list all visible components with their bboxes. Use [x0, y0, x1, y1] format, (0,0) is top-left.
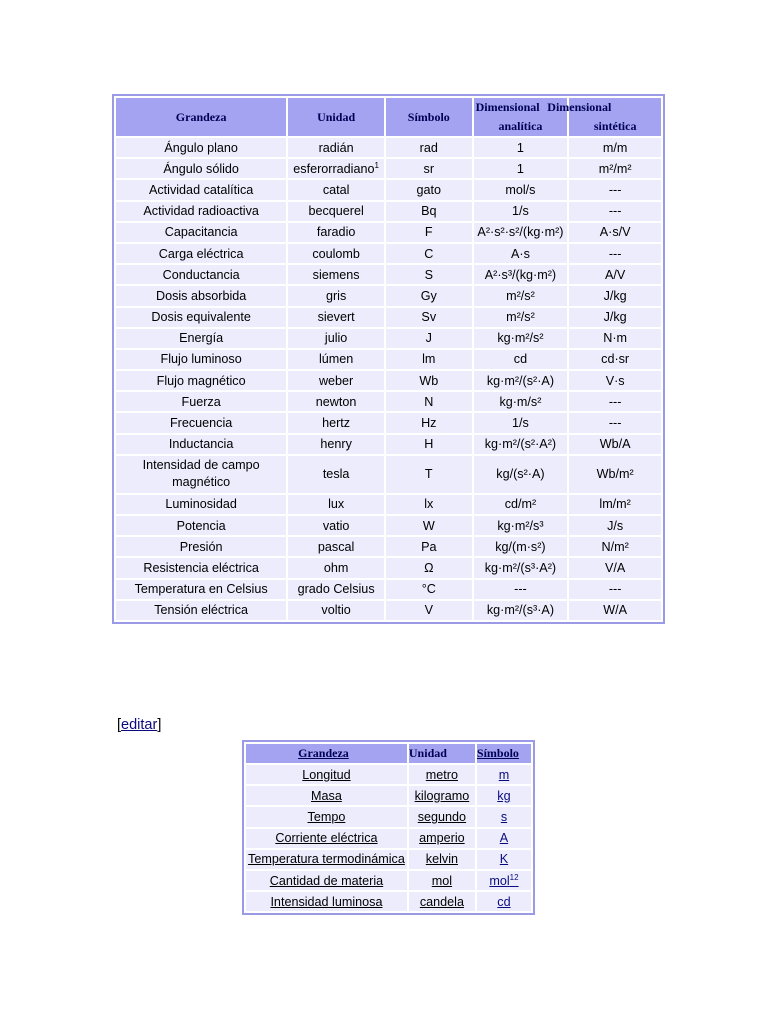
cell-unidad: becquerel — [288, 202, 384, 221]
cell-text: Intensidad luminosa — [270, 894, 383, 909]
cell-unidad: hertz — [288, 413, 384, 432]
cell-dim-sintetica: Wb/A — [569, 435, 661, 454]
cell-simbolo: Hz — [386, 413, 472, 432]
cell-simbolo: gato — [386, 180, 472, 199]
cell-dim-analitica: kg/(m·s²) — [474, 537, 568, 556]
cell-simbolo: W — [386, 516, 472, 535]
cell-dim-sintetica: lm/m² — [569, 495, 661, 514]
cell-dim-sintetica: A·s/V — [569, 223, 661, 242]
col-header-grandeza: Grandeza — [116, 98, 286, 136]
cell-simbolo: T — [386, 456, 472, 493]
cell-simbolo: sr — [386, 159, 472, 178]
cell-text: mol — [431, 873, 453, 888]
cell-text: Longitud — [302, 767, 351, 782]
footnote-mark[interactable]: 12 — [509, 872, 519, 882]
cell-simbolo: lm — [386, 350, 472, 369]
cell-unidad: grado Celsius — [288, 580, 384, 599]
table-row — [116, 265, 661, 284]
cell-unidad: coulomb — [288, 244, 384, 263]
cell-dim-analitica: 1 — [474, 138, 568, 157]
col-header-unidad — [409, 744, 475, 763]
cell-unidad: radián — [288, 138, 384, 157]
cell-grandeza — [246, 850, 407, 869]
symbol-link[interactable]: cd — [497, 894, 511, 909]
cell-unidad: lux — [288, 495, 384, 514]
cell-dim-analitica: m²/s² — [474, 286, 568, 305]
cell-simbolo: S — [386, 265, 472, 284]
cell-unidad: gris — [288, 286, 384, 305]
cell-dim-sintetica: J/s — [569, 516, 661, 535]
cell-simbolo: Sv — [386, 308, 472, 327]
cell-simbolo — [477, 829, 531, 848]
col-header-grandeza — [246, 744, 407, 763]
table-row — [246, 871, 531, 890]
bracket-close: ] — [157, 717, 162, 733]
cell-grandeza: Conductancia — [116, 265, 286, 284]
cell-grandeza: Luminosidad — [116, 495, 286, 514]
cell-dim-analitica: 1/s — [474, 413, 568, 432]
table-row — [246, 765, 531, 784]
cell-simbolo: J — [386, 329, 472, 348]
cell-unidad: julio — [288, 329, 384, 348]
cell-dim-analitica: kg·m²/(s²·A) — [474, 371, 568, 390]
cell-dim-sintetica: N·m — [569, 329, 661, 348]
table-row — [116, 495, 661, 514]
cell-unidad: siemens — [288, 265, 384, 284]
cell-unidad — [409, 807, 475, 826]
table-row — [116, 537, 661, 556]
cell-unidad: sievert — [288, 308, 384, 327]
cell-grandeza — [246, 807, 407, 826]
cell-dim-sintetica: --- — [569, 392, 661, 411]
col-header-simbolo — [477, 744, 531, 763]
cell-dim-sintetica: m/m — [569, 138, 661, 157]
cell-text: Tempo — [307, 809, 346, 824]
cell-dim-analitica: m²/s² — [474, 308, 568, 327]
cell-dim-analitica: 1/s — [474, 202, 568, 221]
col-header-simbolo: Símbolo — [386, 98, 472, 136]
cell-dim-analitica: kg·m²/(s²·A²) — [474, 435, 568, 454]
cell-unidad — [409, 786, 475, 805]
cell-grandeza — [246, 829, 407, 848]
cell-simbolo — [477, 786, 531, 805]
cell-text: Cantidad de materia — [269, 873, 384, 888]
cell-dim-sintetica: J/kg — [569, 286, 661, 305]
table-row — [246, 892, 531, 911]
header-text: Unidad — [408, 746, 447, 760]
cell-dim-analitica: A·s — [474, 244, 568, 263]
table-row — [116, 371, 661, 390]
cell-dim-sintetica: --- — [569, 202, 661, 221]
cell-unidad: weber — [288, 371, 384, 390]
table-row — [116, 580, 661, 599]
table-row — [246, 786, 531, 805]
table-row — [246, 807, 531, 826]
cell-simbolo: Wb — [386, 371, 472, 390]
cell-text: metro — [425, 767, 458, 782]
symbol-link[interactable]: s — [500, 809, 508, 824]
cell-unidad: esferorradiano$^1$ — [288, 159, 384, 178]
header-text: Grandeza — [298, 746, 349, 760]
cell-grandeza: Carga eléctrica — [116, 244, 286, 263]
cell-unidad: pascal — [288, 537, 384, 556]
cell-dim-analitica: kg·m²/(s³·A²) — [474, 558, 568, 577]
derived-units-table — [112, 94, 665, 624]
cell-dim-sintetica: N/m² — [569, 537, 661, 556]
table-row — [116, 286, 661, 305]
cell-unidad — [409, 829, 475, 848]
cell-simbolo: Pa — [386, 537, 472, 556]
base-units-table — [242, 740, 535, 915]
cell-unidad: henry — [288, 435, 384, 454]
table-row — [116, 350, 661, 369]
cell-dim-sintetica: --- — [569, 180, 661, 199]
cell-simbolo — [477, 871, 531, 890]
cell-dim-sintetica: Wb/m² — [569, 456, 661, 493]
cell-dim-analitica: A²·s²·s²/(kg·m²) — [474, 223, 568, 242]
cell-simbolo — [477, 892, 531, 911]
col-header-unidad: Unidad — [288, 98, 384, 136]
cell-text: amperio — [419, 831, 465, 846]
cell-grandeza: Presión — [116, 537, 286, 556]
cell-dim-analitica: --- — [474, 580, 568, 599]
symbol-link[interactable]: K — [499, 852, 509, 867]
header-text: Dimensional — [547, 100, 612, 114]
cell-grandeza: Tensión eléctrica — [116, 601, 286, 620]
cell-simbolo: lx — [386, 495, 472, 514]
cell-dim-analitica: kg·m²/(s³·A) — [474, 601, 568, 620]
cell-grandeza — [246, 786, 407, 805]
cell-text: candela — [419, 894, 464, 909]
cell-dim-sintetica: --- — [569, 580, 661, 599]
cell-dim-sintetica: cd·sr — [569, 350, 661, 369]
cell-text: Masa — [311, 788, 342, 803]
edit-section — [117, 717, 161, 733]
cell-text: kilogramo — [414, 788, 470, 803]
header-text: analítica — [498, 119, 543, 133]
cell-grandeza: Ángulo sólido — [116, 159, 286, 178]
symbol-link[interactable]: kg — [497, 788, 511, 803]
cell-grandeza: Flujo magnético — [116, 371, 286, 390]
cell-simbolo: rad — [386, 138, 472, 157]
table-row — [116, 180, 661, 199]
cell-grandeza: Temperatura en Celsius — [116, 580, 286, 599]
cell-simbolo: Bq — [386, 202, 472, 221]
table-row — [116, 558, 661, 577]
cell-grandeza — [246, 871, 407, 890]
cell-grandeza — [246, 765, 407, 784]
cell-dim-analitica: cd/m² — [474, 495, 568, 514]
cell-grandeza: Resistencia eléctrica — [116, 558, 286, 577]
cell-simbolo: °C — [386, 580, 472, 599]
cell-simbolo: C — [386, 244, 472, 263]
cell-text: segundo — [417, 809, 467, 824]
cell-dim-sintetica: A/V — [569, 265, 661, 284]
cell-simbolo — [477, 765, 531, 784]
cell-grandeza: Capacitancia — [116, 223, 286, 242]
cell-unidad — [409, 892, 475, 911]
cell-dim-analitica: 1 — [474, 159, 568, 178]
cell-dim-analitica: cd — [474, 350, 568, 369]
table-header-row — [246, 744, 531, 763]
table-row — [116, 435, 661, 454]
cell-grandeza: Fuerza — [116, 392, 286, 411]
table-row — [116, 392, 661, 411]
cell-grandeza: Dosis absorbida — [116, 286, 286, 305]
cell-unidad — [409, 765, 475, 784]
table-row — [246, 850, 531, 869]
cell-unidad: ohm — [288, 558, 384, 577]
table-row — [116, 223, 661, 242]
table-header-row — [116, 98, 661, 136]
cell-dim-sintetica: m²/m² — [569, 159, 661, 178]
header-text: Dimensional — [475, 100, 540, 114]
col-header-dimensional-sintetica — [547, 98, 661, 136]
footnote-mark[interactable]: 1 — [374, 161, 379, 171]
table-row — [116, 244, 661, 263]
bracket-open: [ — [117, 717, 122, 733]
cell-text: kelvin — [425, 852, 458, 867]
cell-grandeza: Actividad radioactiva — [116, 202, 286, 221]
cell-grandeza: Intensidad de campo magnético — [116, 456, 286, 493]
cell-unidad: voltio — [288, 601, 384, 620]
cell-simbolo — [477, 850, 531, 869]
cell-simbolo — [477, 807, 531, 826]
cell-unidad: vatio — [288, 516, 384, 535]
cell-dim-sintetica: --- — [569, 244, 661, 263]
table-row — [116, 159, 661, 178]
cell-grandeza: Energía — [116, 329, 286, 348]
cell-dim-analitica: A²·s³/(kg·m²) — [474, 265, 568, 284]
cell-text: Temperatura termodinámica — [248, 852, 405, 867]
cell-dim-sintetica: J/kg — [569, 308, 661, 327]
cell-grandeza: Inductancia — [116, 435, 286, 454]
table-row — [246, 829, 531, 848]
table-row — [116, 329, 661, 348]
cell-dim-analitica: kg·m/s² — [474, 392, 568, 411]
cell-dim-sintetica: --- — [569, 413, 661, 432]
cell-unidad: lúmen — [288, 350, 384, 369]
cell-dim-sintetica: W/A — [569, 601, 661, 620]
cell-unidad — [409, 871, 475, 890]
cell-dim-analitica: kg/(s²·A) — [474, 456, 568, 493]
symbol-link[interactable]: A — [499, 831, 509, 846]
cell-unidad: catal — [288, 180, 384, 199]
header-text: sintética — [593, 119, 637, 133]
table-row — [116, 202, 661, 221]
table-row — [116, 601, 661, 620]
cell-grandeza: Ángulo plano — [116, 138, 286, 157]
cell-grandeza: Flujo luminoso — [116, 350, 286, 369]
cell-grandeza: Potencia — [116, 516, 286, 535]
cell-simbolo: Ω — [386, 558, 472, 577]
cell-simbolo: F — [386, 223, 472, 242]
cell-dim-analitica: kg·m²/s³ — [474, 516, 568, 535]
cell-text: Corriente eléctrica — [275, 831, 378, 846]
edit-link[interactable]: editar — [121, 717, 158, 733]
cell-simbolo: Gy — [386, 286, 472, 305]
cell-simbolo: N — [386, 392, 472, 411]
table-row — [116, 413, 661, 432]
table-row — [116, 456, 661, 493]
cell-dim-sintetica: V/A — [569, 558, 661, 577]
symbol-link[interactable]: mol$^{12}$ — [489, 872, 519, 889]
cell-grandeza: Frecuencia — [116, 413, 286, 432]
cell-dim-analitica: mol/s — [474, 180, 568, 199]
cell-grandeza — [246, 892, 407, 911]
table-row — [116, 516, 661, 535]
cell-simbolo: H — [386, 435, 472, 454]
cell-dim-analitica: kg·m²/s² — [474, 329, 568, 348]
cell-unidad: tesla — [288, 456, 384, 493]
cell-grandeza: Dosis equivalente — [116, 308, 286, 327]
cell-simbolo: V — [386, 601, 472, 620]
header-text: Símbolo — [476, 746, 519, 760]
cell-unidad: newton — [288, 392, 384, 411]
cell-grandeza: Actividad catalítica — [116, 180, 286, 199]
cell-unidad — [409, 850, 475, 869]
symbol-link[interactable]: m — [498, 767, 510, 782]
cell-dim-sintetica: V·s — [569, 371, 661, 390]
table-row — [116, 138, 661, 157]
table-row — [116, 308, 661, 327]
cell-unidad: faradio — [288, 223, 384, 242]
